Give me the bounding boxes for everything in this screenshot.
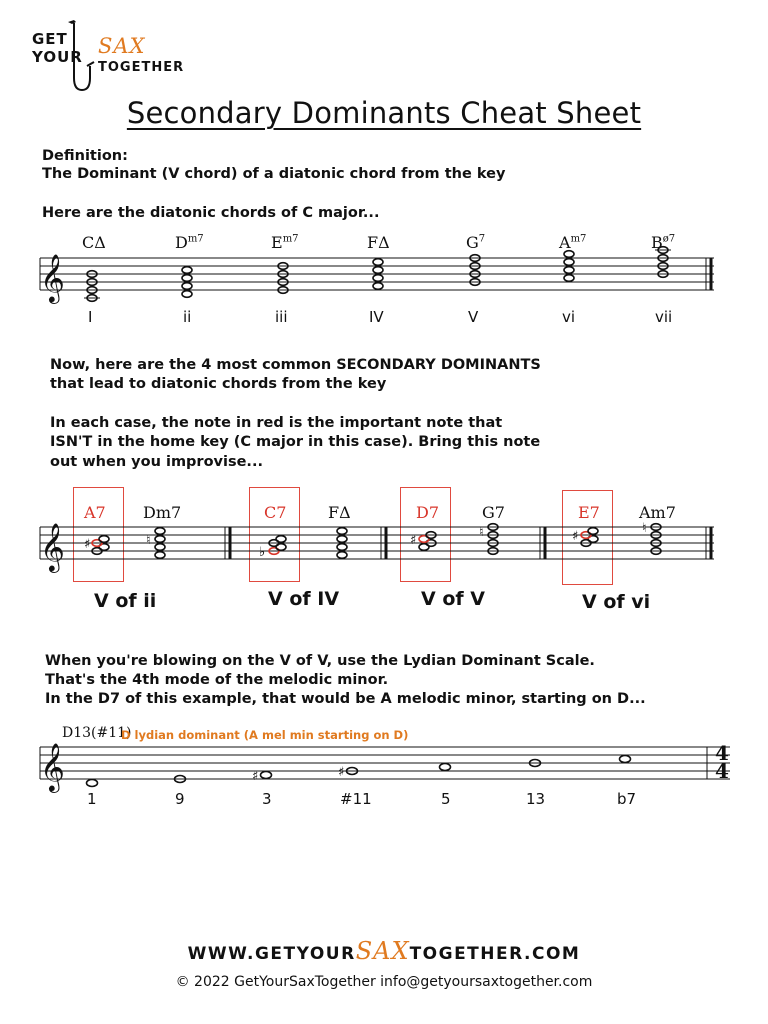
- label-v-of-ii: V of ii: [94, 590, 157, 612]
- sharp-icon: ♯: [572, 529, 579, 544]
- footer-url-sax: SAX: [355, 937, 410, 965]
- numeral-4: IV: [369, 308, 384, 326]
- footer-url-part2: TOGETHER.COM: [409, 944, 581, 964]
- definition-text: The Dominant (V chord) of a diatonic chord from the key: [42, 166, 506, 182]
- numeral-7: vii: [655, 308, 673, 326]
- sec-dominant-3: D7: [416, 503, 440, 522]
- time-signature-top: 4: [715, 741, 729, 765]
- logo-together: TOGETHER: [98, 60, 185, 75]
- sec-target-3: G7: [482, 503, 505, 522]
- degree-1: 1: [87, 790, 97, 808]
- numeral-3: iii: [275, 308, 288, 326]
- natural-icon: ♮: [146, 533, 151, 548]
- time-signature: [713, 741, 731, 783]
- degree-2: 9: [175, 790, 185, 808]
- sec-dominant-2: C7: [264, 503, 287, 522]
- degree-6: 13: [526, 790, 546, 808]
- treble-clef-icon: 𝄞: [40, 742, 65, 791]
- sharp-icon: ♯: [84, 537, 91, 552]
- degree-5: 5: [441, 790, 451, 808]
- sec-target-1: Dm7: [143, 503, 182, 522]
- para2-line5: out when you improvise...: [50, 454, 263, 470]
- sec-target-4: Am7: [639, 503, 676, 522]
- para3-line2: That's the 4th mode of the melodic minor.: [45, 672, 389, 688]
- sec-dominant-4: E7: [578, 503, 600, 522]
- flat-icon: ♭: [259, 545, 266, 560]
- definition-label: Definition:: [42, 148, 128, 164]
- chord-symbol-2: $D^{m7}$: [175, 233, 204, 252]
- sharp-icon: ♯: [338, 765, 345, 780]
- label-v-of-v: V of V: [421, 588, 485, 610]
- footer-website[interactable]: [0, 937, 768, 965]
- sec-target-2: FΔ: [328, 503, 351, 522]
- sharp-icon: ♯: [410, 533, 417, 548]
- highlight-box-3: [400, 487, 451, 582]
- sec-dominant-1: A7: [84, 503, 106, 522]
- chord-symbol-3: $E^{m7}$: [271, 233, 299, 252]
- scale-label: D lydian dominant (A mel min starting on D): [121, 728, 409, 742]
- natural-icon: ♮: [479, 525, 484, 540]
- highlight-box-2: [249, 487, 300, 582]
- degree-3: 3: [262, 790, 272, 808]
- degree-4: #11: [340, 790, 372, 808]
- logo-sax: SAX: [98, 34, 146, 58]
- para2-line1: Now, here are the 4 most common SECONDARY DOMINANTS: [50, 357, 541, 373]
- label-v-of-vi: V of vi: [582, 591, 651, 613]
- para2-line4: ISN'T in the home key (C major in this case). Bring this note: [50, 434, 541, 450]
- chord-symbol-5: $G^7$: [466, 233, 486, 252]
- label-v-of-iv: V of IV: [268, 588, 340, 610]
- footer-copyright: © 2022 GetYourSaxTogether info@getyoursaxtogether.com: [175, 974, 593, 990]
- numeral-2: ii: [183, 308, 192, 326]
- chord-symbol-6: $A^{m7}$: [559, 233, 587, 252]
- numeral-1: I: [88, 308, 93, 326]
- chord-symbol-4: FΔ: [367, 233, 390, 252]
- degree-7: b7: [617, 790, 637, 808]
- treble-clef-icon: 𝄞: [40, 253, 65, 302]
- intro-diatonic: Here are the diatonic chords of C major...: [42, 205, 380, 221]
- logo: [30, 18, 190, 94]
- logo-your: YOUR: [32, 48, 83, 66]
- time-signature-bottom: 4: [715, 759, 729, 783]
- treble-clef-icon: 𝄞: [40, 522, 65, 571]
- chord-symbol-7: $B^{ø7}$: [651, 233, 676, 252]
- para3-line1: When you're blowing on the V of V, use the Lydian Dominant Scale.: [45, 653, 595, 669]
- natural-icon: ♮: [642, 521, 647, 536]
- highlight-box-1: [73, 487, 124, 582]
- footer-url-part1: WWW.GETYOUR: [187, 944, 356, 964]
- para2-line3: In each case, the note in red is the important note that: [50, 415, 503, 431]
- numeral-5: V: [468, 308, 479, 326]
- para3-line3: In the D7 of this example, that would be A melodic minor, starting on D...: [45, 691, 646, 707]
- logo-get: GET: [32, 30, 68, 48]
- sharp-icon: ♯: [252, 769, 259, 784]
- page-title: Secondary Dominants Cheat Sheet: [126, 96, 642, 130]
- chord-symbol-1: CΔ: [82, 233, 106, 252]
- scale-chord-symbol: D13(#11): [62, 725, 132, 741]
- numeral-6: vi: [562, 308, 576, 326]
- para2-line2: that lead to diatonic chords from the key: [50, 376, 387, 392]
